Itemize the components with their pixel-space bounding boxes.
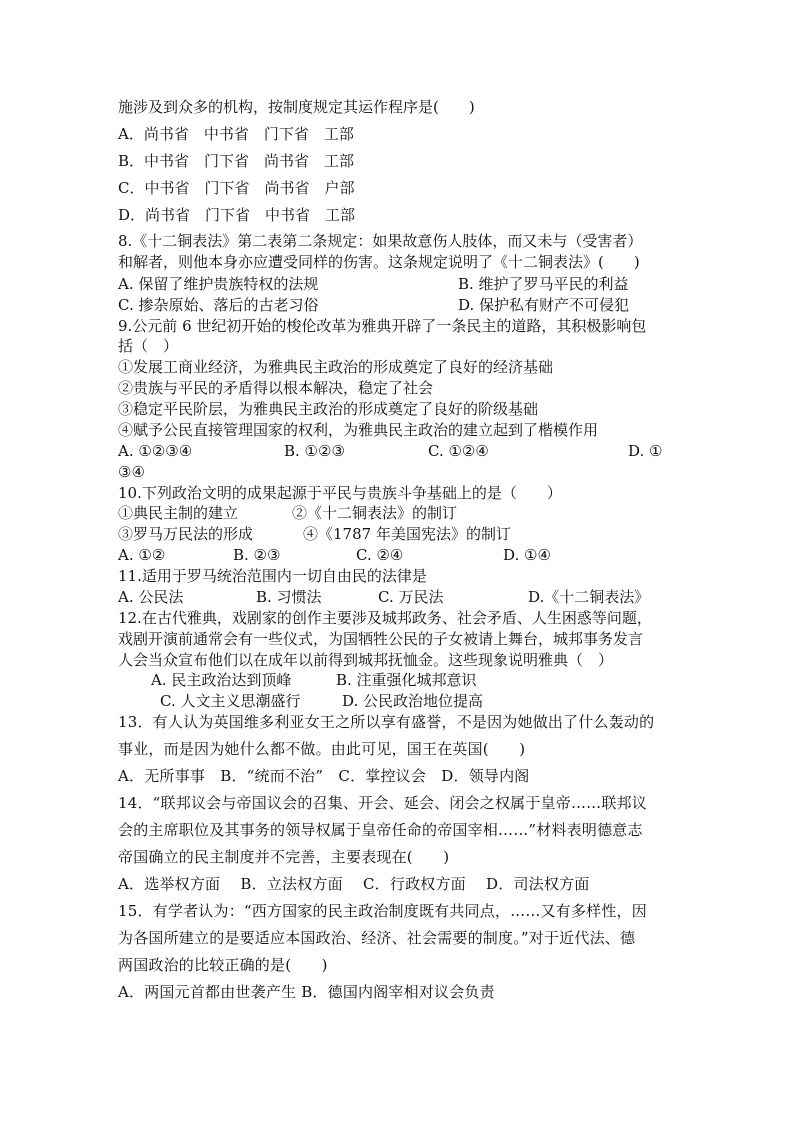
q12-option-d: D. 公民政治地位提高 bbox=[342, 692, 484, 710]
q10-option-b: B. ②③ bbox=[233, 546, 281, 564]
q12-option-c: C. 人文主义思潮盛行 bbox=[160, 692, 301, 710]
q12-option-a: A. 民主政治达到顶峰 bbox=[151, 671, 292, 689]
q10-statement-4: ④《1787 年美国宪法》的制订 bbox=[303, 525, 511, 543]
q9-stem-line-1: 9.公元前 6 世纪初开始的梭伦改革为雅典开辟了一条民主的道路，其积极影响包 bbox=[118, 317, 647, 335]
q14-stem-line-3: 帝国确立的民主制度并不完善，主要表现在( ) bbox=[118, 848, 450, 866]
q9-stem-line-2: 括（ ） bbox=[118, 337, 179, 355]
q8-option-c: C. 掺杂原始、落后的古老习俗 bbox=[118, 296, 319, 314]
q13-stem-line-2: 事业，而是因为她什么都不做。由此可见，国王在英国( ) bbox=[118, 740, 526, 758]
q10-option-c: C. ②④ bbox=[356, 546, 404, 564]
q11-option-a: A. 公民法 bbox=[118, 588, 184, 606]
q14-stem-line-2: 会的主席职位及其事务的领导权属于皇帝任命的帝国宰相……”材料表明德意志 bbox=[118, 821, 643, 839]
q9-option-d: D. ① bbox=[628, 442, 663, 460]
q9-option-b: B. ①②③ bbox=[284, 442, 345, 460]
q15-stem-line-1: 15．有学者认为：“西方国家的民主政治制度既有共同点，……又有多样性，因 bbox=[118, 902, 647, 920]
q8-option-d: D. 保护私有财产不可侵犯 bbox=[458, 296, 630, 314]
q9-statement-3: ③稳定平民阶层，为雅典民主政治的形成奠定了良好的阶级基础 bbox=[118, 400, 539, 418]
q14-stem-line-1: 14．“联邦议会与帝国议会的召集、开会、延会、闭会之权属于皇帝……联邦议 bbox=[118, 794, 647, 812]
q12-option-b: B. 注重强化城邦意识 bbox=[336, 671, 477, 689]
q15-stem-line-2: 为各国所建立的是要适应本国政治、经济、社会需要的制度。”对于近代法、德 bbox=[118, 929, 636, 947]
q10-statement-3: ③罗马万民法的形成 bbox=[118, 525, 254, 543]
q14-options: A．选举权方面 B．立法权方面 C．行政权方面 D．司法权方面 bbox=[118, 875, 590, 893]
q15-stem-line-3: 两国政治的比较正确的是( ) bbox=[118, 956, 328, 974]
q11-stem: 11.适用于罗马统治范围内一切自由民的法律是 bbox=[118, 567, 427, 585]
q7-option-c: C．中书省 门下省 尚书省 户部 bbox=[118, 179, 355, 197]
q8-option-a: A. 保留了维护贵族特权的法规 bbox=[118, 275, 319, 293]
q11-option-d: D.《十二铜表法》 bbox=[528, 588, 650, 606]
q11-option-b: B. 习惯法 bbox=[256, 588, 322, 606]
q9-option-c: C. ①②④ bbox=[428, 442, 489, 460]
q8-option-b: B. 维护了罗马平民的利益 bbox=[458, 275, 629, 293]
q10-stem: 10.下列政治文明的成果起源于平民与贵族斗争基础上的是（ ） bbox=[118, 484, 562, 502]
q10-option-a: A. ①② bbox=[118, 546, 166, 564]
q12-stem-line-2: 戏剧开演前通常会有一些仪式，为国牺牲公民的子女被请上舞台，城邦事务发言 bbox=[118, 630, 644, 648]
q11-option-c: C. 万民法 bbox=[378, 588, 444, 606]
q12-stem-line-3: 人会当众宣布他们以在成年以前得到城邦抚恤金。这些现象说明雅典（ ） bbox=[118, 651, 614, 669]
q10-option-d: D. ①④ bbox=[503, 546, 551, 564]
q13-stem-line-1: 13．有人认为英国维多利亚女王之所以享有盛誉，不是因为她做出了什么轰动的 bbox=[118, 713, 655, 731]
q9-statement-2: ②贵族与平民的矛盾得以根本解决，稳定了社会 bbox=[118, 379, 434, 397]
q7-option-a: A．尚书省 中书省 门下省 工部 bbox=[118, 125, 354, 143]
q15-options: A．两国元首都由世袭产生 B．德国内阁宰相对议会负责 bbox=[118, 983, 495, 1001]
q12-stem-line-1: 12.在古代雅典，戏剧家的创作主要涉及城邦政务、社会矛盾、人生困惑等问题， bbox=[118, 609, 652, 627]
q9-option-a: A. ①②③④ bbox=[118, 442, 193, 460]
q7-option-b: B．中书省 门下省 尚书省 工部 bbox=[118, 152, 355, 170]
q9-option-d-wrap: ③④ bbox=[118, 463, 145, 481]
q13-options: A．无所事事 B．“统而不治” C．掌控议会 D．领导内阁 bbox=[118, 767, 530, 785]
q10-statement-2: ②《十二铜表法》的制订 bbox=[292, 504, 458, 522]
q7-option-d: D．尚书省 门下省 中书省 工部 bbox=[118, 206, 356, 224]
q9-statement-1: ①发展工商业经济，为雅典民主政治的形成奠定了良好的经济基础 bbox=[118, 358, 554, 376]
q8-stem-line-2: 和解者，则他本身亦应遭受同样的伤害。这条规定说明了《十二铜表法》( ) bbox=[118, 253, 640, 271]
q7-stem-continuation: 施涉及到众多的机构，按制度规定其运作程序是( ) bbox=[118, 98, 475, 116]
q10-statement-1: ①典民主制的建立 bbox=[118, 504, 239, 522]
q8-stem-line-1: 8.《十二铜表法》第二表第二条规定：如果故意伤人肢体，而又未与（受害者） bbox=[118, 232, 643, 250]
q9-statement-4: ④赋予公民直接管理国家的权利，为雅典民主政治的建立起到了楷模作用 bbox=[118, 421, 599, 439]
